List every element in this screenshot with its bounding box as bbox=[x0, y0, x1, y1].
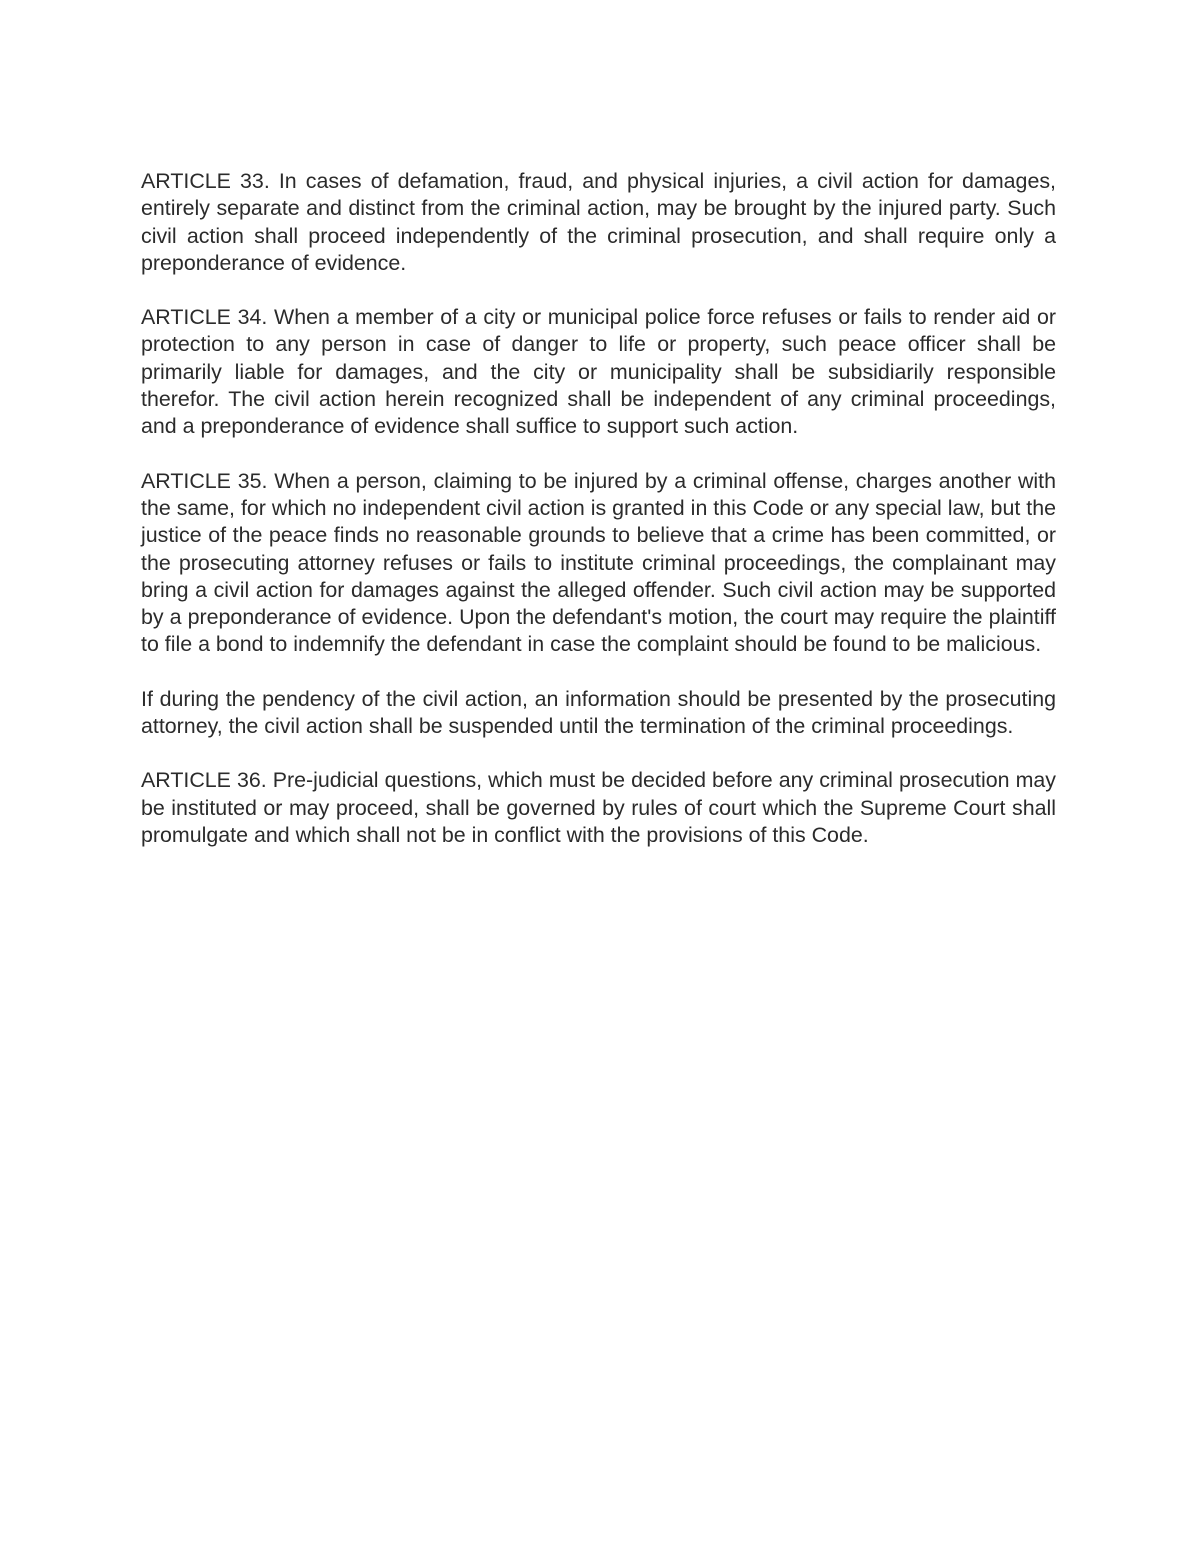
document-body bbox=[141, 168, 1056, 876]
article-36-paragraph: ARTICLE 36. Pre-judicial questions, which must be decided before any criminal prosecution may be instituted or may proceed, shall be governed by rules of court which the Supreme Court shall promulgate and which shall not be in conflict with the provisions of this Code. bbox=[141, 768, 1056, 847]
article-35-continuation-paragraph: If during the pendency of the civil action, an information should be presented by the prosecuting attorney, the civil action shall be suspended until the termination of the criminal proceedings. bbox=[141, 686, 1056, 739]
article-35-paragraph: ARTICLE 35. When a person, claiming to be injured by a criminal offense, charges another with the same, for which no independent civil action is granted in this Code or any special law, but the justice of the peace finds no reasonable grounds to believe that a crime has been committed, or the prosecuting attorney refuses or fails to institute criminal proceedings, the complainant may bring a civil action for damages against the alleged offender. Such civil action may be supported by a preponderance of evidence. Upon the defendant's motion, the court may require the plaintiff to file a bond to indemnify the defendant in case the complaint should be found to be malicious. bbox=[141, 468, 1056, 657]
article-34-paragraph: ARTICLE 34. When a member of a city or municipal police force refuses or fails to render aid or protection to any person in case of danger to life or property, such peace officer shall be primarily liable for damages, and the city or municipality shall be subsidiarily responsible therefor. The civil action herein recognized shall be independent of any criminal proceedings, and a preponderance of evidence shall suffice to support such action. bbox=[141, 305, 1056, 439]
article-33-paragraph: ARTICLE 33. In cases of defamation, fraud, and physical injuries, a civil action for damages, entirely separate and distinct from the criminal action, may be brought by the injured party. Such civil action shall proceed independently of the criminal prosecution, and shall require only a preponderance of evidence. bbox=[141, 169, 1056, 275]
